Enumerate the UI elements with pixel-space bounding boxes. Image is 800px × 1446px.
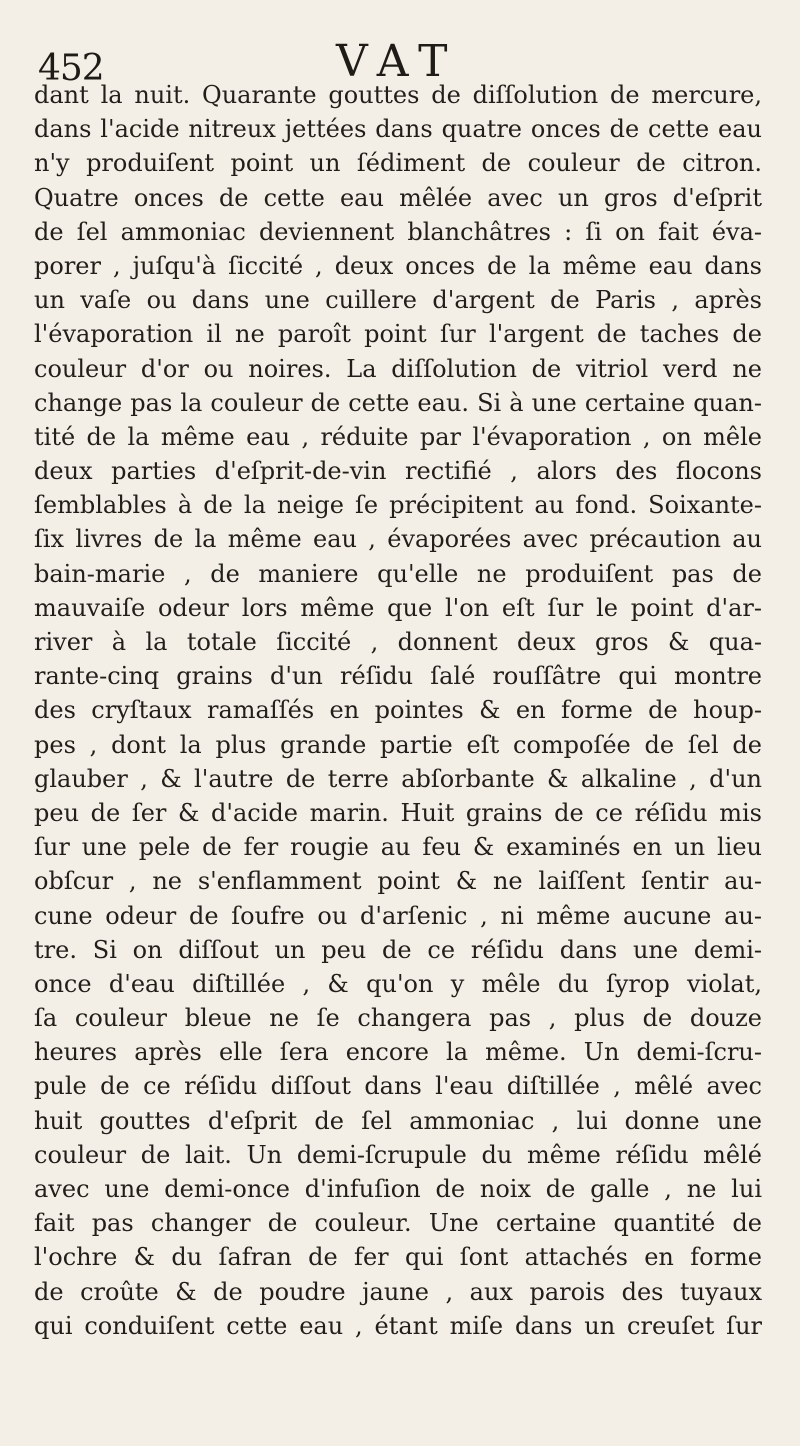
text-line: pes , dont la plus grande partie eſt compoſée de ſel de	[34, 730, 762, 759]
text-line: river à la totale ſiccité , donnent deux gros & qua-	[34, 628, 762, 656]
text-line: ſemblables à de la neige ſe précipitent au fond. Soixante-	[34, 491, 762, 520]
text-line: pule de ce réſidu diſſout dans l'eau diſtillée , mêlé avec	[34, 1072, 762, 1101]
text-line: cune odeur de ſoufre ou d'arſenic , ni même aucune au-	[34, 901, 762, 930]
text-line: fait pas changer de couleur. Une certaine quantité de	[34, 1209, 762, 1238]
text-line: Quatre onces de cette eau mêlée avec un gros d'eſprit	[34, 183, 762, 212]
text-line: n'y produiſent point un ſédiment de couleur de citron.	[34, 149, 762, 178]
text-line: qui conduiſent cette eau , étant miſe dans un creuſet ſur	[34, 1311, 762, 1340]
text-line: l'ochre & du ſafran de fer qui ſont attachés en forme	[34, 1243, 762, 1272]
text-line: porer , juſqu'à ſiccité , deux onces de la même eau dans	[34, 251, 762, 280]
text-line: once d'eau diſtillée , & qu'on y mêle du ſyrop violat,	[34, 969, 762, 998]
text-line: avec une demi-once d'infuſion de noix de galle , ne lui	[34, 1175, 762, 1203]
text-line: mauvaiſe odeur lors même que l'on eſt ſur le point d'ar-	[34, 593, 762, 622]
text-line: deux parties d'eſprit-de-vin rectifié , alors des flocons	[34, 457, 762, 486]
text-line: rante-cinq grains d'un réſidu ſalé rouſſâtre qui montre	[34, 662, 762, 691]
text-line: ſa couleur bleue ne ſe changera pas , plus de douze	[34, 1004, 762, 1033]
text-line: peu de ſer & d'acide marin. Huit grains de ce réſidu mis	[34, 798, 762, 827]
text-line: glauber , & l'autre de terre abſorbante & alkaline , d'un	[34, 764, 762, 793]
text-line: ſur une pele de fer rougie au feu & examinés en un lieu	[34, 833, 762, 862]
text-line: de ſel ammoniac deviennent blanchâtres : ſi on fait éva-	[34, 217, 762, 246]
text-line: ſix livres de la même eau , évaporées avec précaution au	[34, 525, 762, 554]
text-line: heures après elle ſera encore la même. Un demi-ſcru-	[34, 1038, 762, 1067]
text-line: change pas la couleur de cette eau. Si à une certaine quan-	[34, 388, 762, 417]
text-line: un vaſe ou dans une cuillere d'argent de Paris , après	[34, 286, 762, 315]
text-line: tre. Si on diſſout un peu de ce réſidu dans une demi-	[34, 935, 762, 964]
page-number: 452	[38, 48, 104, 89]
text-line: couleur d'or ou noires. La diſſolution de vitriol verd ne	[34, 354, 762, 383]
text-line: dant la nuit. Quarante gouttes de diſſolution de mercure,	[34, 81, 762, 109]
text-line: huit gouttes d'eſprit de ſel ammoniac , lui donne une	[34, 1106, 762, 1135]
text-line: tité de la même eau , réduite par l'évaporation , on mêle	[34, 422, 762, 451]
text-line: de croûte & de poudre jaune , aux parois des tuyaux	[34, 1277, 762, 1306]
text-line: dans l'acide nitreux jettées dans quatre onces de cette eau	[34, 115, 762, 144]
running-title: VAT	[336, 36, 460, 87]
text-line: obſcur , ne s'enflamment point & ne laiſſent ſentir au-	[34, 867, 762, 896]
text-line: bain-marie , de maniere qu'elle ne produiſent pas de	[34, 559, 762, 588]
body-text	[34, 78, 762, 1343]
text-line: des cryſtaux ramaſſés en pointes & en forme de houp-	[34, 696, 762, 725]
text-line: l'évaporation il ne paroît point ſur l'argent de taches de	[34, 320, 762, 349]
text-line: couleur de lait. Un demi-ſcrupule du même réſidu mêlé	[34, 1140, 762, 1169]
